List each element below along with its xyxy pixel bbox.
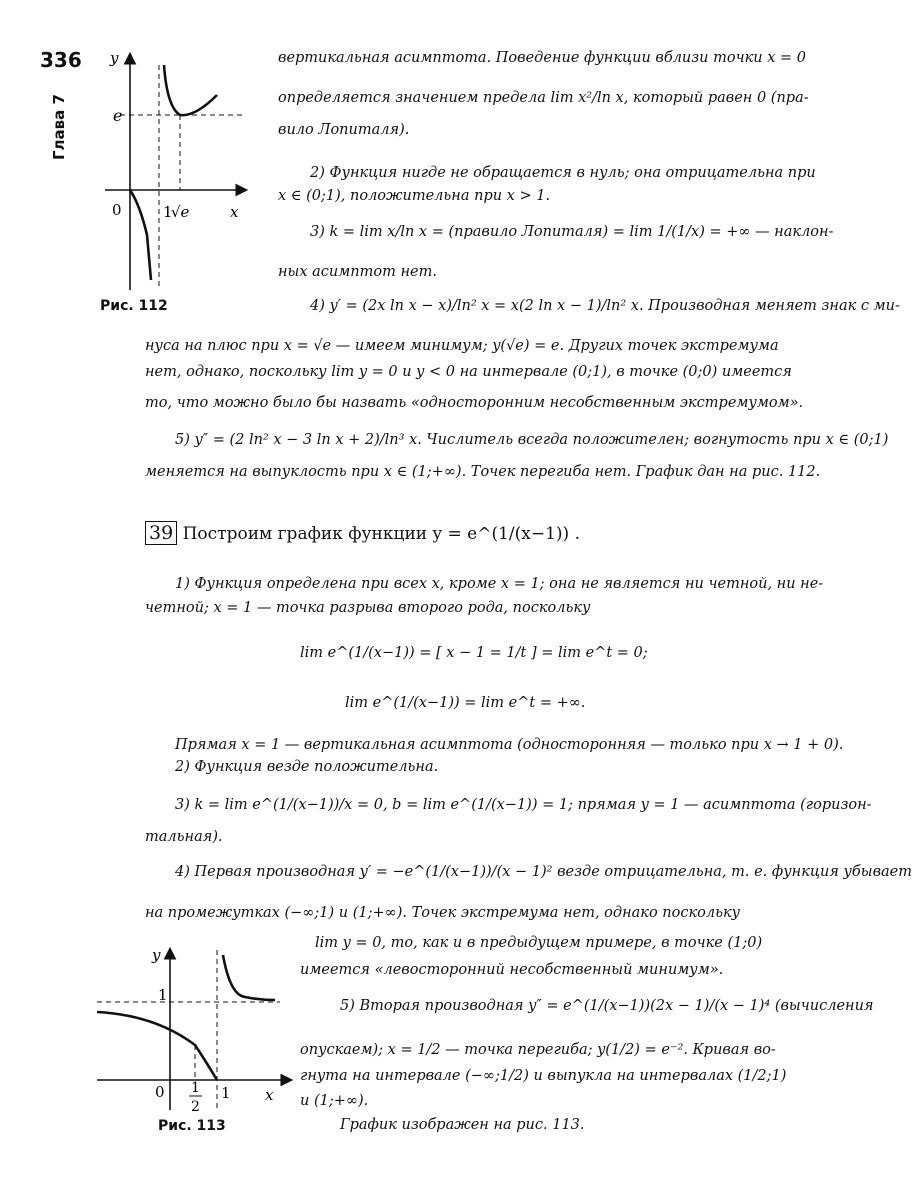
text-line: lim y = 0, то, как и в предыдущем примере, в точке (1;0): [315, 935, 763, 951]
problem-heading: [145, 522, 580, 544]
fig112-x-label: x: [230, 203, 239, 221]
problem-title: Построим график функции y = e^(1/(x−1)) .: [182, 524, 580, 544]
fig113-half-den: 2: [191, 1099, 200, 1115]
fig113-zero: 0: [155, 1083, 165, 1101]
fig113-caption: Рис. 113: [158, 1118, 226, 1134]
fig113-y-label: y: [152, 946, 161, 964]
text-line: 3) k = lim e^(1/(x−1))/x = 0, b = lim e^(1/(x−1)) = 1; прямая y = 1 — асимптота (горизон-: [175, 797, 872, 813]
text-line: то, что можно было бы назвать «односторонним несобственным экстремумом».: [145, 395, 804, 411]
text-line: гнута на интервале (−∞;1/2) и выпукла на интервалах (1/2;1): [300, 1068, 787, 1084]
problem-number: 39: [145, 521, 177, 545]
text-line: 3) k = lim x/ln x = (правило Лопиталя) = lim 1/(1/x) = +∞ — наклон-: [310, 224, 834, 240]
text-line: График изображен на рис. 113.: [340, 1117, 585, 1133]
fig112-e-label: e: [113, 106, 123, 125]
fig113-x-label: x: [265, 1086, 274, 1104]
chapter-label: Глава 7: [50, 94, 68, 160]
figure-113: [95, 945, 295, 1115]
fig112-y-label: y: [110, 49, 119, 67]
text-line: ных асимптот нет.: [278, 264, 437, 280]
text-line: Прямая x = 1 — вертикальная асимптота (односторонняя — только при x → 1 + 0).: [175, 737, 844, 753]
text-line: нет, однако, поскольку lim y = 0 и y < 0 на интервале (0;1), в точке (0;0) имеется: [145, 364, 792, 380]
text-line: четной; x = 1 — точка разрыва второго рода, поскольку: [145, 600, 591, 616]
text-line: нуса на плюс при x = √e — имеем минимум; y(√e) = e. Других точек экстремума: [145, 338, 779, 354]
fig112-caption: Рис. 112: [100, 298, 168, 314]
text-line: 4) Первая производная y′ = −e^(1/(x−1))/(x − 1)² везде отрицательна, т. е. функция убывает: [175, 864, 912, 880]
fig112-zero: 0: [112, 201, 122, 219]
fig112-sqrt-e: √e: [171, 203, 190, 221]
formula-line: lim e^(1/(x−1)) = lim e^t = +∞.: [345, 695, 586, 711]
fig113-half-num: 1: [191, 1080, 200, 1096]
figure-112: [95, 45, 265, 295]
text-line: имеется «левосторонний несобственный минимум».: [300, 962, 724, 978]
text-line: меняется на выпуклость при x ∈ (1;+∞). Точек перегиба нет. График дан на рис. 112.: [145, 464, 821, 480]
fig113-one-y: 1: [158, 986, 168, 1004]
text-line: 4) y′ = (2x ln x − x)/ln² x = x(2 ln x − 1)/ln² x. Производная меняет знак с ми-: [310, 298, 900, 314]
text-line: 2) Функция нигде не обращается в нуль; она отрицательна при: [310, 165, 816, 181]
text-line: 2) Функция везде положительна.: [175, 759, 439, 775]
text-line: вертикальная асимптота. Поведение функции вблизи точки x = 0: [278, 50, 806, 66]
text-line: x ∈ (0;1), положительна при x > 1.: [278, 188, 551, 204]
text-line: определяется значением предела lim x²/ln x, который равен 0 (пра-: [278, 90, 809, 106]
text-line: опускаем); x = 1/2 — точка перегиба; y(1/2) = e⁻². Кривая во-: [300, 1042, 776, 1058]
text-line: 1) Функция определена при всех x, кроме x = 1; она не является ни четной, ни не-: [175, 576, 824, 592]
text-line: вило Лопиталя).: [278, 122, 410, 138]
formula-line: lim e^(1/(x−1)) = [ x − 1 = 1/t ] = lim e^t = 0;: [300, 645, 648, 661]
fig113-one-x: 1: [221, 1084, 231, 1102]
text-line: тальная).: [145, 829, 223, 845]
text-line: 5) Вторая производная y″ = e^(1/(x−1))(2x − 1)/(x − 1)⁴ (вычисления: [340, 998, 874, 1014]
fig112-one: 1: [163, 203, 173, 221]
text-line: 5) y″ = (2 ln² x − 3 ln x + 2)/ln³ x. Числитель всегда положителен; вогнутость при x ∈ (0;1): [175, 432, 889, 448]
text-line: на промежутках (−∞;1) и (1;+∞). Точек экстремума нет, однако поскольку: [145, 905, 741, 921]
text-line: и (1;+∞).: [300, 1093, 369, 1109]
page-number: 336: [40, 48, 82, 72]
